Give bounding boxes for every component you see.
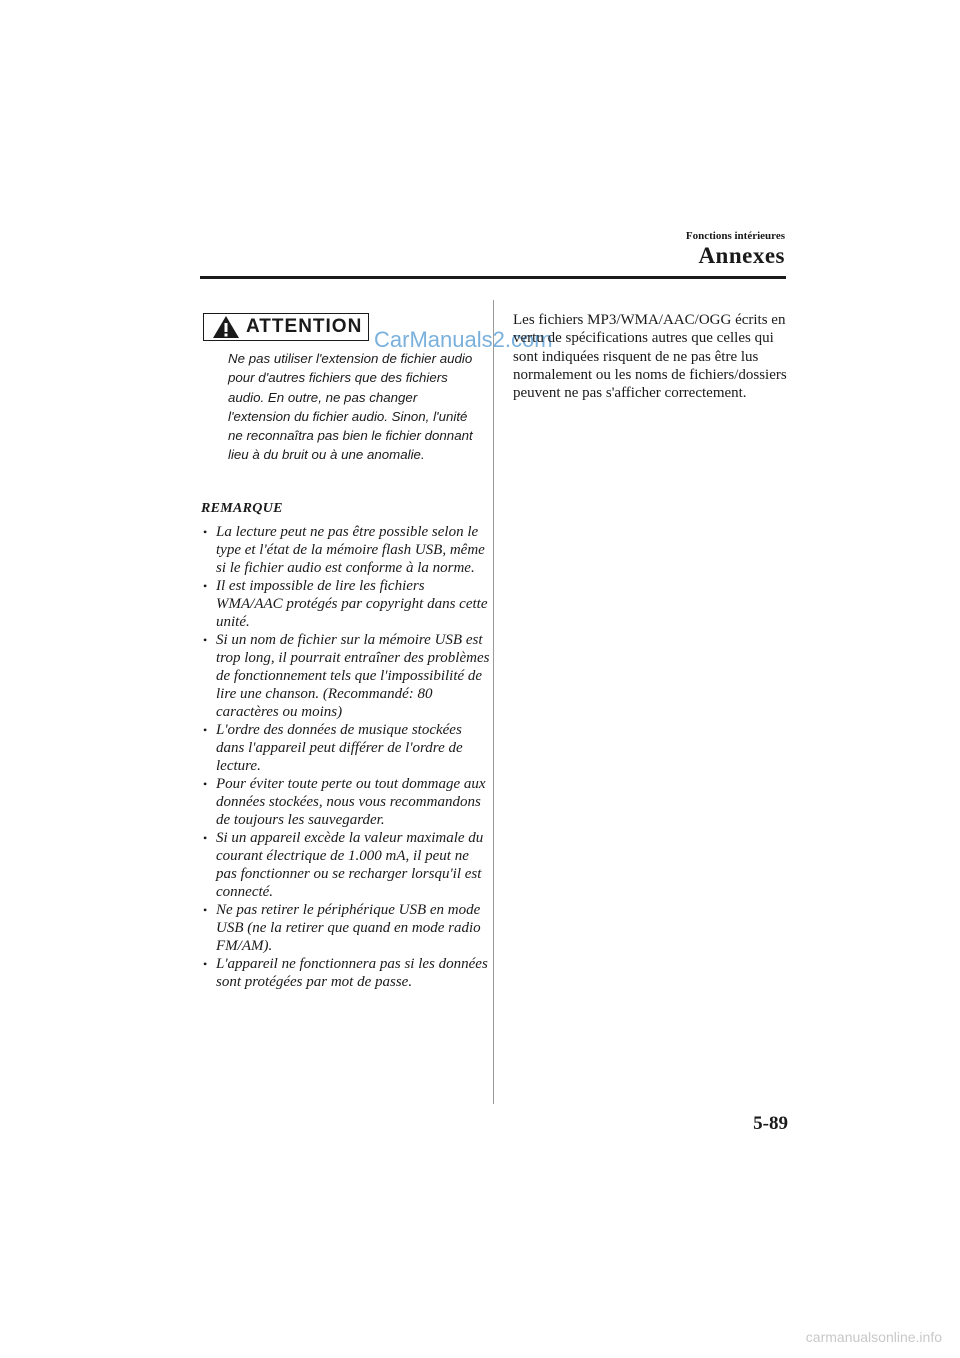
bullet-icon: • bbox=[203, 525, 208, 539]
body-paragraph: Les fichiers MP3/WMA/AAC/OGG écrits en vertu de spécifications autres que celles qui sont indiquées risquent de ne pas être lus normalement ou les noms de fichiers/dossiers peuvent ne pas s'afficher correctement. bbox=[513, 312, 787, 402]
list-item: • Il est impossible de lire les fichiers WMA/AAC protégés par copyright dans cette unité. bbox=[203, 578, 488, 630]
list-item: • L'ordre des données de musique stockées dans l'appareil peut différer de l'ordre de lecture. bbox=[203, 722, 463, 774]
bullet-icon: • bbox=[203, 579, 208, 593]
list-item: • Si un appareil excède la valeur maximale du courant électrique de 1.000 mA, il peut ne pas fonctionner ou se recharger lorsqu'il est connecté. bbox=[203, 830, 484, 900]
list-item: • Si un nom de fichier sur la mémoire USB est trop long, il pourrait entraîner des problèmes de fonctionnement tels que l'impossibilité de lire une chanson. (Recommandé: 80 caractères ou moins) bbox=[203, 632, 490, 720]
attention-text: Ne pas utiliser l'extension de fichier audio pour d'autres fichiers que des fichiers audio. En outre, ne pas changer l'extension du fichier audio. Sinon, l'unité ne reconnaîtra pas bien le fichier donnant lieu à du bruit ou à une anomalie. bbox=[228, 351, 473, 463]
footer-watermark[interactable]: carmanualsonline.info bbox=[805, 1329, 942, 1345]
header-rule bbox=[200, 276, 786, 279]
bullet-icon: • bbox=[203, 723, 208, 737]
list-item: • L'appareil ne fonctionnera pas si les données sont protégées par mot de passe. bbox=[203, 956, 488, 990]
warning-triangle-icon bbox=[212, 315, 240, 339]
note-list bbox=[201, 523, 491, 991]
header-subtitle: Fonctions intérieures bbox=[685, 230, 785, 242]
bullet-icon: • bbox=[203, 633, 208, 647]
list-item: • Ne pas retirer le périphérique USB en mode USB (ne la retirer que quand en mode radio FM/AM). bbox=[203, 902, 481, 954]
bullet-icon: • bbox=[203, 903, 208, 917]
list-item: • La lecture peut ne pas être possible selon le type et l'état de la mémoire flash USB, même si le fichier audio est conforme à la norme. bbox=[203, 524, 485, 576]
watermark[interactable]: CarManuals2.com bbox=[374, 327, 553, 352]
bullet-icon: • bbox=[203, 777, 208, 791]
bullet-icon: • bbox=[203, 831, 208, 845]
note-title: REMARQUE bbox=[201, 501, 283, 516]
attention-box bbox=[203, 313, 369, 341]
page-title: Annexes bbox=[698, 243, 785, 268]
attention-label: ATTENTION bbox=[246, 316, 363, 337]
bullet-icon: • bbox=[203, 957, 208, 971]
column-divider bbox=[493, 300, 494, 1104]
page-number: 5-89 bbox=[753, 1113, 788, 1134]
list-item: • Pour éviter toute perte ou tout dommage aux données stockées, nous vous recommandons de toujours les sauvegarder. bbox=[203, 776, 486, 828]
